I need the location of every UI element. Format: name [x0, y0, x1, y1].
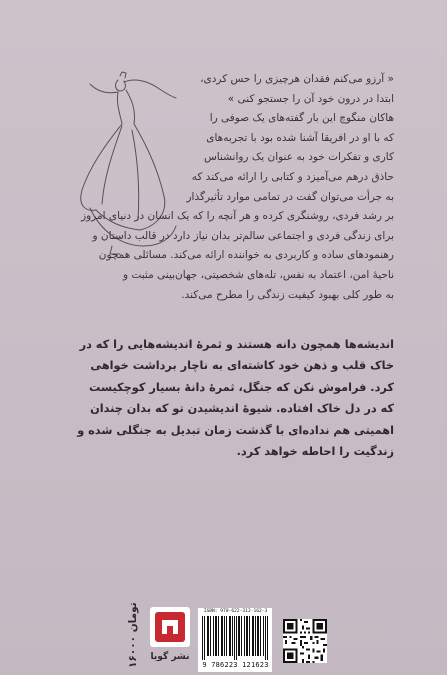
barcode	[198, 608, 272, 672]
bold-quote-line: اندیشه‌ها همچون دانه هستند و ثمرهٔ اندیشه‌هایی را که در	[79, 338, 394, 351]
price-label: ۱۶۰۰۰ تومان	[127, 602, 139, 668]
isbn-label: ISBN: 978-622-312-162-3	[203, 609, 268, 614]
description-line: بر رشد فردی، روشنگری کرده و هر آنچه را که یک انسان در دنیای امروز	[81, 210, 394, 223]
description-line: رهنمودهای ساده و کاربردی به خواننده ارائه می‌کند. مسائلی همچون	[98, 249, 394, 262]
description-line: برای زندگی فردی و اجتماعی سالم‌تر بدان نیاز دارد در قالب داستان و	[92, 229, 394, 242]
description-line: حاذق درهم می‌آمیزد و کتابی را ارائه می‌کند که	[191, 170, 394, 183]
description-line: هاکان منگوچ این بار گفته‌های یک صوفی را	[209, 112, 394, 125]
bold-quote-line: زندگیت را احاطه خواهد کرد.	[236, 445, 394, 459]
bold-quote-line: که در دل خاک افتاده. شیوهٔ اندیشیدن تو که بدان چندان	[90, 402, 394, 416]
description-line: به طور کلی بهبود کیفیت زندگی را مطرح می‌کند.	[181, 288, 394, 301]
description-line: ابتدا در درون خود آن را جستجو کنی »	[227, 92, 394, 105]
publisher-name: نشر گویا	[150, 652, 190, 662]
description-line: به جرأت می‌توان گفت در تمامی موارد تأثیرگذار	[186, 190, 394, 203]
publisher-logo-icon	[150, 607, 190, 647]
description-line: « آرزو می‌کنم فقدان هرچیزی را حس کردی،	[200, 73, 394, 85]
bold-quote-line: کرد. فراموش نکن که جنگل، ثمرهٔ دانهٔ بسیار کوچکیست	[88, 380, 394, 394]
bold-quote-line: اهمیتی هم نداده‌ای با گذشت زمان تبدیل به جنگلی شده و	[77, 423, 394, 437]
ean-barcode-icon	[200, 616, 270, 660]
bold-quote-paragraph	[64, 334, 394, 462]
ean-digits: 9 786223 121623	[202, 661, 269, 669]
description-paragraph	[64, 70, 394, 305]
bold-quote-line: خاک قلب و ذهن خود کاشته‌ای به ناچار برداشت خواهی	[90, 359, 394, 373]
description-line: کاری و تفکرات خود به عنوان یک روانشناس	[203, 151, 394, 164]
description-line: ناحیهٔ امن، اعتماد به نفس، تله‌های شخصیتی، جهان‌بینی مثبت و	[123, 268, 394, 281]
qr-code-icon	[283, 619, 327, 663]
description-line: که با او در افریقا آشنا شده بود با تجربه‌های	[206, 131, 394, 144]
